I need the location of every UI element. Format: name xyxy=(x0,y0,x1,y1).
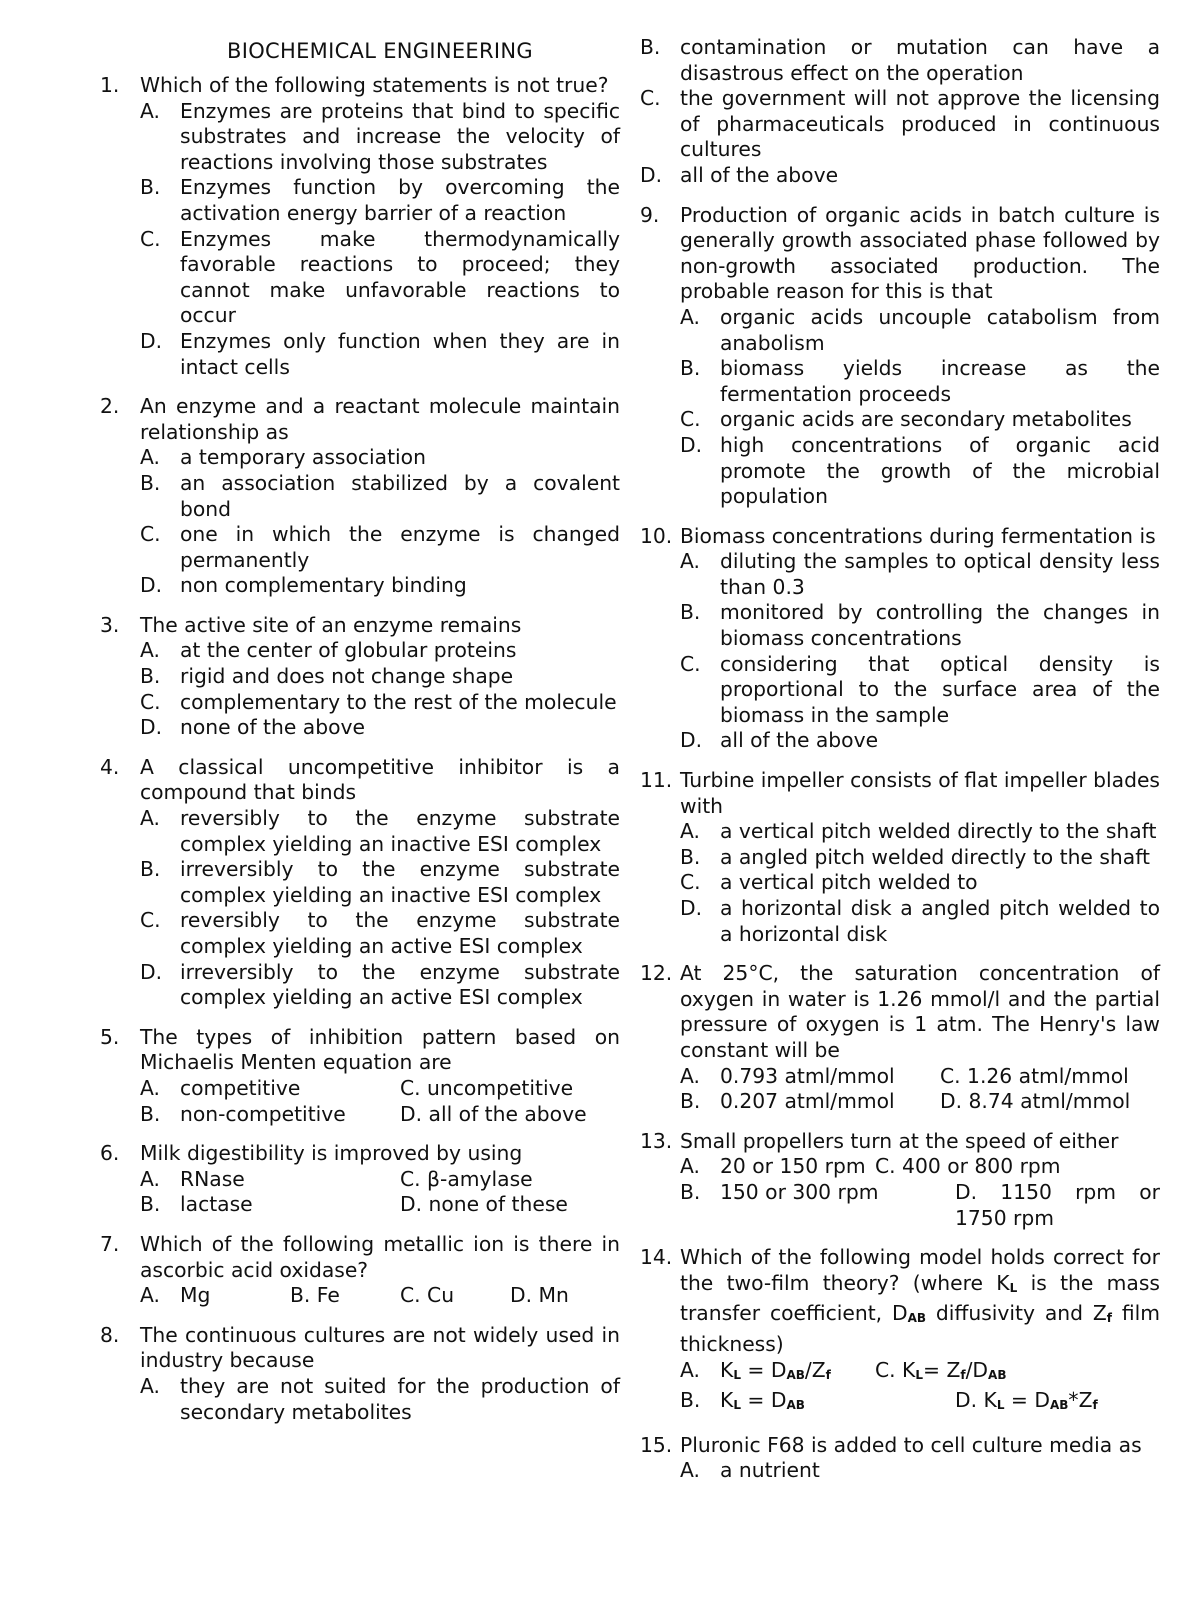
option-letter: D. xyxy=(140,573,163,598)
question-10 xyxy=(640,524,1160,754)
option-text: reversibly to the enzyme substrate complex yielding an inactive ESI complex xyxy=(180,806,620,856)
option-text: organic acids are secondary metabolites xyxy=(720,407,1132,432)
question-text: At 25°C, the saturation concentration of oxygen in water is 1.26 mmol/l and the partial pressure of oxygen is 1 atm. The Henry's law constant will be xyxy=(680,961,1160,1062)
option-text: Enzymes are proteins that bind to specific substrates and increase the velocity of reactions involving those substrates xyxy=(180,98,620,174)
question-9 xyxy=(640,203,1160,510)
option-c-text: C. β-amylase xyxy=(400,1166,533,1191)
option-a-text: competitive xyxy=(180,1075,301,1100)
option-c-text: C. 1.26 atml/mmol xyxy=(940,1063,1129,1088)
text-part: diffusivity and Z xyxy=(926,1301,1107,1326)
option-d xyxy=(680,728,1160,754)
subscript: L xyxy=(1009,1280,1018,1295)
option-letter: A. xyxy=(680,819,700,844)
option-d xyxy=(640,163,1160,189)
option-c-text: C. $K_L= Z_f/D_{AB}$ xyxy=(875,1357,1007,1382)
option-text: complementary to the rest of the molecule xyxy=(180,689,617,714)
question-7 xyxy=(100,1232,620,1309)
question-13 xyxy=(640,1129,1160,1231)
option-text: all of the above xyxy=(720,728,879,753)
option-b-text: 150 or 300 rpm xyxy=(720,1179,879,1204)
option-text: irreversibly to the enzyme substrate complex yielding an active ESI complex xyxy=(180,959,620,1010)
question-3 xyxy=(100,613,620,741)
question-8-continued xyxy=(640,35,1160,189)
option-letter: B. xyxy=(140,175,161,200)
option-letter: B. xyxy=(140,1101,161,1126)
option-b xyxy=(140,175,620,226)
question-number: 12. xyxy=(640,961,673,986)
option-letter: B. xyxy=(680,844,701,869)
option-row-ac xyxy=(140,1167,620,1193)
option-text: a horizontal disk a angled pitch welded to a horizontal disk xyxy=(720,896,1160,946)
option-letter: A. xyxy=(680,1154,700,1179)
question-number: 5. xyxy=(100,1024,120,1049)
page-title: BIOCHEMICAL ENGINEERING xyxy=(227,39,533,63)
option-a xyxy=(140,806,620,857)
option-d-text: D. 8.74 atml/mmol xyxy=(940,1089,1131,1114)
option-row-bd xyxy=(680,1089,1160,1115)
option-b xyxy=(140,471,620,522)
option-letter: B. xyxy=(140,857,161,882)
question-text: Turbine impeller consists of flat impeller blades with xyxy=(680,768,1160,818)
option-text: diluting the samples to optical density less than 0.3 xyxy=(720,549,1160,599)
option-letter: C. xyxy=(680,407,701,432)
question-number: 11. xyxy=(640,768,673,793)
question-text: The types of inhibition pattern based on Michaelis Menten equation are xyxy=(140,1024,620,1075)
subscript: f xyxy=(1106,1311,1112,1326)
option-d xyxy=(140,960,620,1011)
option-d xyxy=(680,896,1160,947)
text-part: film thickness) xyxy=(680,1301,1160,1356)
option-row-ac xyxy=(680,1154,1160,1180)
option-a xyxy=(140,638,620,664)
option-b xyxy=(680,600,1160,651)
option-text: Enzymes make thermodynamically favorable reactions to proceed; they cannot make unfavorable reactions to occur xyxy=(180,226,620,328)
question-number: 14. xyxy=(640,1245,673,1270)
option-d xyxy=(680,433,1160,510)
text-part: Which of the following model holds correct for the two-film theory? (where K xyxy=(680,1245,1160,1295)
option-text: a nutrient xyxy=(720,1458,820,1483)
option-b-text: B. Fe xyxy=(290,1283,340,1308)
option-c-text: C. 400 or 800 rpm xyxy=(875,1154,1061,1179)
option-letter: C. xyxy=(640,86,661,111)
option-text: irreversibly to the enzyme substrate complex yielding an inactive ESI complex xyxy=(180,857,620,907)
option-text: they are not suited for the production of secondary metabolites xyxy=(180,1373,620,1424)
option-a-text: 0.793 atml/mmol xyxy=(720,1063,895,1088)
option-text: biomass yields increase as the fermentation proceeds xyxy=(720,356,1160,406)
option-d xyxy=(140,715,620,741)
option-a xyxy=(680,819,1160,845)
option-letter: C. xyxy=(680,651,701,676)
option-letter: A. xyxy=(140,445,160,470)
option-a-text: $K_L = D_{AB}/Z_f$ xyxy=(720,1357,831,1382)
option-text: organic acids uncouple catabolism from anabolism xyxy=(720,304,1160,355)
right-column xyxy=(640,35,1160,1498)
question-number: 10. xyxy=(640,523,673,548)
option-text: high concentrations of organic acid promote the growth of the microbial population xyxy=(720,432,1160,509)
option-d-text: D. all of the above xyxy=(400,1101,587,1126)
option-b-text: 0.207 atml/mmol xyxy=(720,1089,895,1114)
option-letter: D. xyxy=(680,728,703,753)
option-row-bd xyxy=(680,1180,1160,1231)
question-2 xyxy=(100,394,620,599)
option-letter: C. xyxy=(140,522,161,547)
option-letter: D. xyxy=(680,432,703,457)
question-number: 9. xyxy=(640,202,660,227)
option-text: an association stabilized by a covalent bond xyxy=(180,470,620,521)
option-letter: A. xyxy=(140,1283,160,1308)
question-text: Milk digestibility is improved by using xyxy=(140,1141,523,1166)
option-letter: A. xyxy=(140,806,160,831)
question-text: Production of organic acids in batch culture is generally growth associated phase followed by non-growth associated production. The probable reason for this is that xyxy=(680,202,1160,304)
text-part: is the mass transfer coefficient, D xyxy=(680,1270,1160,1326)
question-number: 3. xyxy=(100,612,120,637)
option-row-bd xyxy=(140,1192,620,1218)
left-column xyxy=(100,37,620,1439)
option-letter: B. xyxy=(140,1192,161,1217)
option-text: at the center of globular proteins xyxy=(180,638,517,663)
option-letter: D. xyxy=(640,162,663,187)
option-a xyxy=(140,445,620,471)
option-text: a vertical pitch welded to xyxy=(720,870,978,895)
option-letter: C. xyxy=(140,689,161,714)
option-letter: B. xyxy=(680,1089,701,1114)
option-d-text: D. Mn xyxy=(510,1283,569,1308)
option-a-text: RNase xyxy=(180,1166,245,1191)
option-letter: D. xyxy=(680,896,703,920)
option-text: monitored by controlling the changes in biomass concentrations xyxy=(720,600,1160,651)
option-b xyxy=(680,356,1160,407)
option-row-ac xyxy=(680,1064,1160,1090)
option-letter: B. xyxy=(140,664,161,689)
option-letter: C. xyxy=(140,226,161,251)
option-text: Enzymes function by overcoming the activation energy barrier of a reaction xyxy=(180,175,620,225)
option-a xyxy=(140,1374,620,1425)
question-number: 8. xyxy=(100,1322,120,1347)
option-text: a angled pitch welded directly to the shaft xyxy=(720,844,1150,869)
option-a xyxy=(680,549,1160,600)
question-text: Pluronic F68 is added to cell culture media as xyxy=(680,1432,1142,1457)
option-letter: D. xyxy=(140,959,163,984)
option-text: Enzymes only function when they are in intact cells xyxy=(180,328,620,379)
question-text: Biomass concentrations during fermentation is xyxy=(680,523,1156,548)
question-number: 13. xyxy=(640,1128,673,1153)
question-number: 15. xyxy=(640,1432,673,1457)
option-c xyxy=(140,690,620,716)
option-a xyxy=(680,305,1160,356)
question-text: Which of the following statements is not true? xyxy=(140,73,609,97)
question-1 xyxy=(100,73,620,380)
option-letter: C. xyxy=(140,908,161,933)
option-letter: B. xyxy=(640,35,661,59)
option-text: one in which the enzyme is changed permanently xyxy=(180,522,620,572)
question-text xyxy=(680,1245,1160,1357)
option-letter: B. xyxy=(140,470,161,495)
option-c xyxy=(680,652,1160,729)
option-letter: A. xyxy=(140,638,160,663)
option-letter: A. xyxy=(140,1166,160,1191)
option-d-text: D. 1150 rpm or 1750 rpm xyxy=(955,1179,1160,1230)
option-letter: A. xyxy=(140,98,160,123)
option-text: all of the above xyxy=(680,162,839,187)
option-letter: B. xyxy=(680,600,701,625)
option-text: rigid and does not change shape xyxy=(180,664,514,689)
question-15 xyxy=(640,1433,1160,1484)
option-letter: D. xyxy=(140,715,163,740)
question-6 xyxy=(100,1141,620,1218)
question-text: The active site of an enzyme remains xyxy=(140,612,522,637)
option-letter: B. xyxy=(680,1388,701,1413)
option-letter: A. xyxy=(680,304,700,329)
question-text: An enzyme and a reactant molecule maintain relationship as xyxy=(140,394,620,444)
subscript: AB xyxy=(907,1311,927,1326)
option-letter: C. xyxy=(680,870,701,895)
question-text: Which of the following metallic ion is there in ascorbic acid oxidase? xyxy=(140,1231,620,1282)
option-b xyxy=(140,664,620,690)
option-letter: A. xyxy=(140,1373,160,1398)
option-c xyxy=(640,86,1160,163)
option-c xyxy=(140,227,620,329)
option-d-text: D. $K_L = D_{AB}*Z_f$ xyxy=(955,1388,1098,1413)
option-c-text: C. uncompetitive xyxy=(400,1075,574,1100)
option-letter: A. xyxy=(680,549,700,574)
question-number: 1. xyxy=(100,73,120,97)
question-number: 2. xyxy=(100,394,120,419)
question-8 xyxy=(100,1323,620,1425)
option-row xyxy=(140,1283,620,1309)
option-c xyxy=(140,908,620,959)
option-row-bd xyxy=(140,1102,620,1128)
option-text: none of the above xyxy=(180,715,365,740)
option-row-ac xyxy=(140,1076,620,1102)
option-text: a temporary association xyxy=(180,445,426,470)
option-letter: D. xyxy=(140,328,163,353)
option-b-text: $K_L = D_{AB}$ xyxy=(720,1388,805,1413)
option-a xyxy=(680,1458,1160,1484)
question-11 xyxy=(640,768,1160,947)
option-letter: A. xyxy=(140,1075,160,1100)
question-12 xyxy=(640,961,1160,1115)
option-text: reversibly to the enzyme substrate complex yielding an active ESI complex xyxy=(180,908,620,958)
option-letter: A. xyxy=(680,1357,700,1382)
option-text: contamination or mutation can have a disastrous effect on the operation xyxy=(680,35,1160,85)
option-row-ac xyxy=(680,1358,1160,1389)
question-number: 6. xyxy=(100,1141,120,1166)
option-c xyxy=(680,870,1160,896)
option-b xyxy=(640,35,1160,86)
option-c xyxy=(140,522,620,573)
option-b xyxy=(140,857,620,908)
question-text: A classical uncompetitive inhibitor is a compound that binds xyxy=(140,754,620,805)
option-a xyxy=(140,99,620,176)
question-14 xyxy=(640,1245,1160,1419)
option-text: the government will not approve the licensing of pharmaceuticals produced in continuous cultures xyxy=(680,86,1160,162)
option-b xyxy=(680,845,1160,871)
option-text: considering that optical density is proportional to the surface area of the biomass in the sample xyxy=(720,651,1160,727)
option-b-text: non-competitive xyxy=(180,1101,346,1126)
question-number: 4. xyxy=(100,754,120,779)
option-d-text: D. none of these xyxy=(400,1192,568,1217)
question-5 xyxy=(100,1025,620,1127)
option-c xyxy=(680,407,1160,433)
option-d xyxy=(140,573,620,599)
option-letter: A. xyxy=(680,1458,700,1483)
option-letter: B. xyxy=(680,356,701,381)
option-a-text: 20 or 150 rpm xyxy=(720,1154,866,1179)
question-4 xyxy=(100,755,620,1011)
option-b-text: lactase xyxy=(180,1192,253,1217)
option-text: non complementary binding xyxy=(180,573,467,598)
option-row-bd xyxy=(680,1388,1160,1419)
question-number: 7. xyxy=(100,1231,120,1256)
option-d xyxy=(140,329,620,380)
option-a-text: Mg xyxy=(180,1283,211,1308)
option-letter: B. xyxy=(680,1179,701,1204)
option-c-text: C. Cu xyxy=(400,1283,455,1308)
question-text: Small propellers turn at the speed of either xyxy=(680,1128,1119,1153)
option-letter: A. xyxy=(680,1063,700,1088)
question-text: The continuous cultures are not widely used in industry because xyxy=(140,1322,620,1373)
option-text: a vertical pitch welded directly to the shaft xyxy=(720,819,1157,844)
